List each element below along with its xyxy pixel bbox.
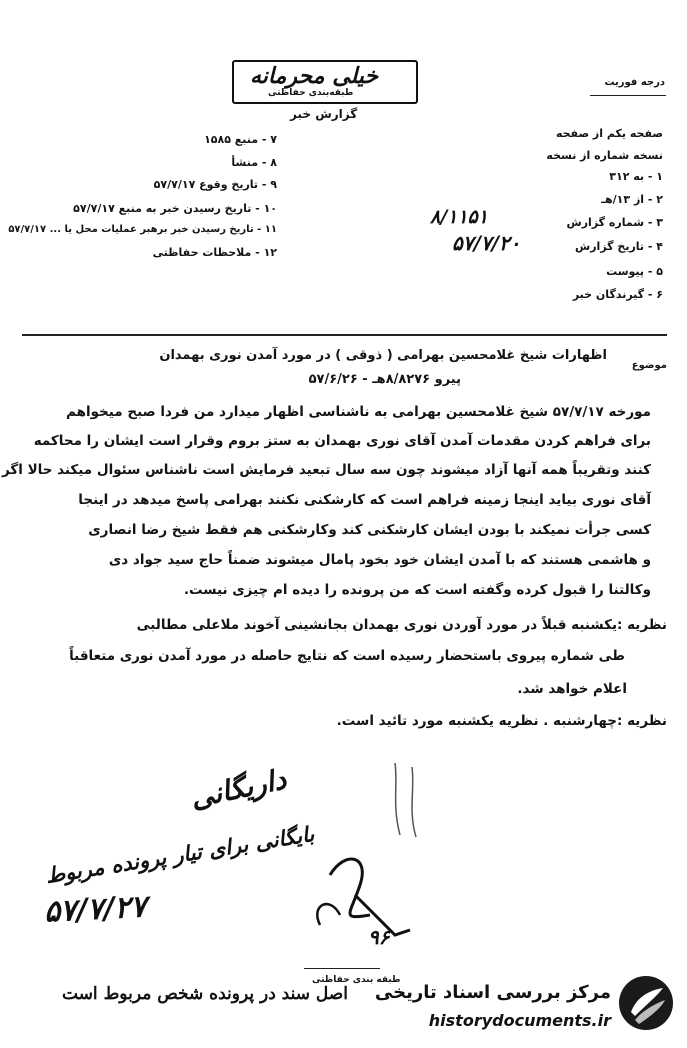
body-line-3: کنند وتقریباً همه آنها آزاد میشوند چون سه سال تبعید فرمایش است ناشناس سئوال میکند حالا اگر bbox=[2, 462, 651, 478]
handwriting-line-1: داریگانی bbox=[187, 762, 290, 815]
original-document-note: اصل سند در پرونده شخص مربوط است bbox=[62, 984, 348, 1004]
report-date-field: ۴ - تاریخ گزارش bbox=[575, 240, 663, 253]
recipients-field: ۶ - گیرندگان خبر bbox=[572, 288, 663, 301]
note1-line-2: طی شماره پیروی باستحضار رسیده است که نتایج حاصله در مورد آمدن نوری متعاقباً bbox=[69, 648, 625, 664]
body-line-2: برای فراهم کردن مقدمات آمدن آقای نوری بهمدان به ستز بروم وقرار است ایشان را محاکمه bbox=[33, 433, 651, 449]
origin-field: ۸ - منشأ bbox=[231, 156, 277, 169]
to-field: ۱ - به ۳۱۲ bbox=[609, 170, 663, 183]
watermark bbox=[374, 968, 685, 1040]
note1-line-1: نظریه :یکشنبه قبلاً در مورد آوردن نوری بهمدان بجانشینی آخوند ملاعلی مطالبی bbox=[136, 617, 667, 633]
page-count-field: صفحه یکم از صفحه bbox=[555, 127, 663, 140]
copy-number-field: نسخه شماره از نسخه bbox=[546, 149, 663, 162]
classification-label: طبقه بندی حفاظتی bbox=[312, 975, 401, 985]
note2-line: نظریه :چهارشنبه . نظریه یکشنبه مورد تائید است. bbox=[336, 713, 667, 729]
stamp-text: خیلی محرمانه bbox=[250, 63, 379, 89]
subject-text: اظهارات شیخ غلامحسین بهرامی ( ذوقی ) در مورد آمدن نوری بهمدان bbox=[159, 348, 607, 363]
attachment-field: ۵ - پیوست bbox=[606, 265, 663, 278]
from-field: ۲ - از ۱۳/هـ bbox=[601, 193, 663, 206]
report-number-field: ۳ - شماره گزارش bbox=[566, 216, 663, 229]
classification-line bbox=[304, 968, 380, 969]
source-field: ۷ - منبع ۱۵۸۵ bbox=[204, 133, 277, 146]
subject-label: موضوع bbox=[631, 360, 667, 371]
occurrence-date-field: ۹ - تاریخ وقوع ۵۷/۷/۱۷ bbox=[153, 178, 277, 191]
report-title: گزارش خبر bbox=[290, 107, 358, 121]
report-number-value: ۸/۱۱۵۱ bbox=[430, 206, 488, 228]
handwriting-line-2: بایگانی برای تیار پرونده مربوط bbox=[43, 820, 316, 889]
archive-logo-icon bbox=[617, 974, 675, 1032]
leader-received-date-field: ۱۱ - تاریخ رسیدن خبر برهبر عملیات محل یا ... ۵۷/۷/۱۷ bbox=[8, 224, 277, 235]
header-separator bbox=[22, 334, 667, 336]
source-received-date-field: ۱۰ - تاریخ رسیدن خبر به منبع ۵۷/۷/۱۷ bbox=[73, 202, 277, 215]
report-date-value: ۵۷/۷/۲۰ bbox=[452, 231, 521, 255]
body-line-5: کسی جرأت نمیکند با بودن ایشان کارشکنی کند وکارشکنی هم فقط شیخ رضا انصاری bbox=[88, 522, 651, 538]
body-line-4: آقای نوری بیاید اینجا زمینه فراهم است که کارشکنی نکنند بهرامی پاسخ میدهد در اینجا bbox=[78, 492, 651, 508]
note1-line-3: اعلام خواهد شد. bbox=[517, 681, 627, 697]
handwriting-initials: ۹۶ bbox=[368, 925, 390, 949]
handwriting-date: ۵۷/۷/۲۷ bbox=[43, 889, 148, 930]
security-notes-field: ۱۲ - ملاحظات حفاظتی bbox=[152, 246, 277, 259]
priority-label: درجه فوریت bbox=[604, 77, 665, 88]
signature-scribble bbox=[300, 755, 440, 955]
stamp-subtext: طبقه‌بندی حفاظتی bbox=[268, 88, 354, 98]
body-line-7: وکالتنا را قبول کرده وگفته است که من پرونده را دیده ام چیزی نیست. bbox=[183, 582, 651, 598]
subject-reference: پیرو ۸/۸۲۷۶هـ - ۵۷/۶/۲۶ bbox=[308, 372, 461, 387]
priority-underline bbox=[590, 95, 666, 96]
body-line-6: و هاشمی هستند که با آمدن ایشان خود بخود پامال میشوند ضمناً حاج سید جواد دی bbox=[108, 552, 651, 568]
watermark-url: historydocuments.ir bbox=[428, 1011, 611, 1030]
body-line-1: مورخه ۵۷/۷/۱۷ شیخ غلامحسین بهرامی به ناشناسی اظهار میدارد من فردا صبح میخواهم bbox=[66, 404, 651, 420]
watermark-org-name: مرکز بررسی اسناد تاریخی bbox=[374, 982, 611, 1003]
